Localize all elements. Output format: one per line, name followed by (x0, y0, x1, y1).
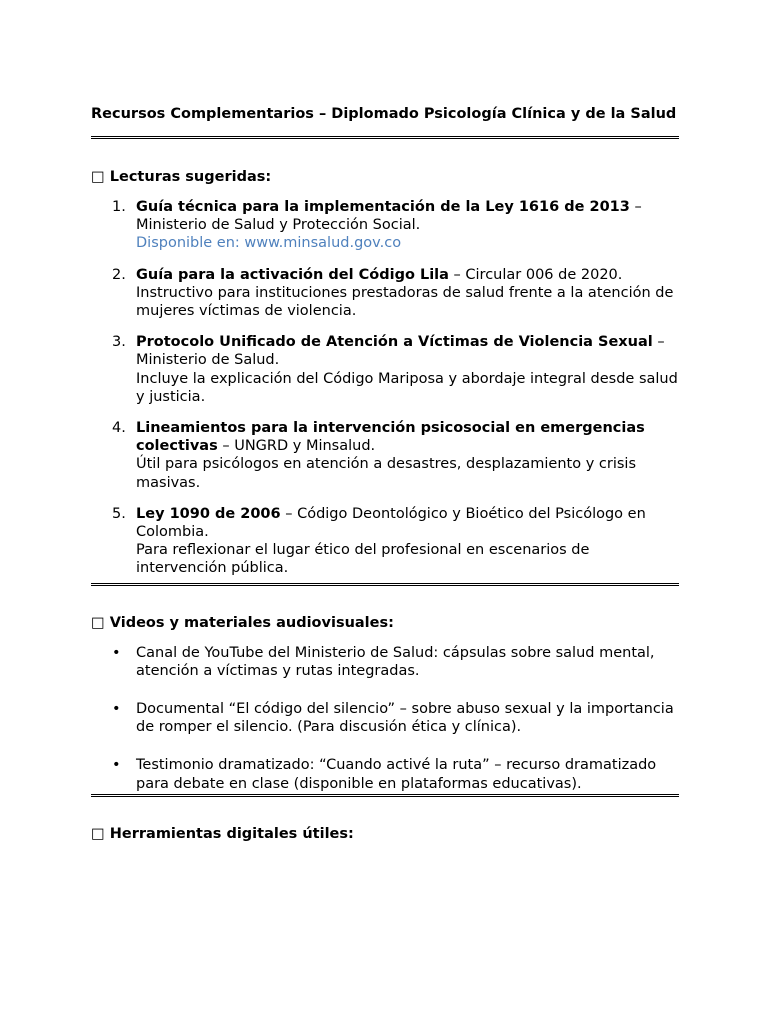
list-item (91, 198, 679, 253)
list-number: 4. (112, 420, 126, 437)
list-number: 5. (112, 505, 126, 522)
reading-title: Protocolo Unificado de Atención a Víctimas de Violencia Sexual (136, 334, 653, 351)
video-description: Documental “El código del silencio” – sobre abuso sexual y la importancia de romper el silencio. (Para discusión ética y clínica). (136, 701, 674, 736)
list-item (91, 756, 679, 792)
readings-heading (91, 168, 679, 186)
reading-source: – UNGRD y Minsalud. (217, 438, 376, 455)
reading-description: Para reflexionar el lugar ético del profesional en escenarios de intervención pública. (136, 542, 590, 577)
reading-source: – Ministerio de Salud. (136, 334, 665, 369)
readings-list (91, 198, 679, 578)
reading-description: Ministerio de Salud y Protección Social. (136, 217, 421, 234)
video-description: Testimonio dramatizado: “Cuando activé la ruta” – recurso dramatizado para debate en clase (disponible en plataformas educativas). (136, 757, 657, 792)
list-item (91, 266, 679, 321)
bullet-icon: • (112, 701, 121, 718)
box-icon: □ (91, 614, 105, 631)
list-number: 2. (112, 266, 126, 283)
section-divider (91, 136, 679, 139)
section-divider (91, 794, 679, 797)
box-icon: □ (91, 825, 105, 842)
bullet-icon: • (112, 757, 121, 774)
tools-heading-text: Herramientas digitales útiles: (109, 825, 354, 842)
box-icon: □ (91, 169, 105, 185)
videos-list (91, 644, 679, 793)
videos-heading (91, 614, 679, 632)
list-item (91, 333, 679, 406)
reading-description: Incluye la explicación del Código Mariposa y abordaje integral desde salud y justicia. (136, 370, 678, 405)
reading-source: – (629, 199, 642, 215)
reading-title: Guía técnica para la implementación de la Ley 1616 de 2013 (136, 199, 630, 215)
video-description: Canal de YouTube del Ministerio de Salud: cápsulas sobre salud mental, atención a víctimas y rutas integradas. (136, 644, 655, 679)
section-divider (91, 583, 679, 586)
document-title: Recursos Complementarios – Diplomado Psicología Clínica y de la Salud (91, 106, 677, 122)
list-item (91, 700, 679, 736)
tools-heading (91, 825, 679, 843)
reading-title: Lineamientos para la intervención psicosocial en emergencias colectivas (136, 420, 645, 455)
reading-source: – Circular 006 de 2020. (448, 266, 623, 283)
reading-source: – Código Deontológico y Bioético del Psicólogo en Colombia. (136, 505, 646, 541)
readings-heading-text: Lecturas sugeridas: (109, 169, 272, 185)
document-page (91, 105, 679, 843)
reading-description: Instructivo para instituciones prestadoras de salud frente a la atención de mujeres víctimas de violencia. (136, 284, 674, 320)
reading-title: Guía para la activación del Código Lila (136, 266, 449, 283)
list-number: 1. (112, 199, 126, 215)
list-item (91, 505, 679, 578)
reading-description: Útil para psicólogos en atención a desastres, desplazamiento y crisis masivas. (136, 456, 637, 491)
videos-heading-text: Videos y materiales audiovisuales: (109, 614, 394, 631)
list-number: 3. (112, 334, 126, 351)
bullet-icon: • (112, 644, 121, 661)
reading-link[interactable]: Disponible en: www.minsalud.gov.co (136, 235, 402, 252)
list-item (91, 644, 679, 680)
reading-title: Ley 1090 de 2006 (136, 505, 281, 522)
list-item (91, 419, 679, 492)
